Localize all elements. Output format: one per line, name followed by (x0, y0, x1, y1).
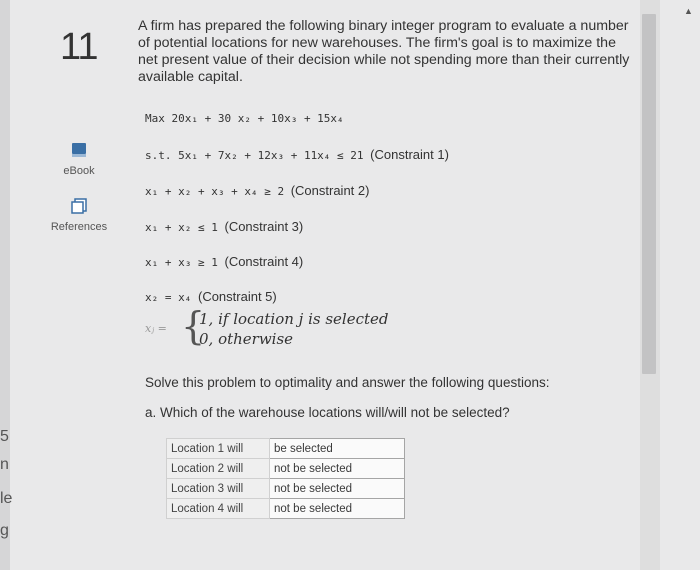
constraint-3-label: (Constraint 3) (224, 219, 304, 234)
variable-label: xⱼ = (145, 322, 167, 335)
constraint-1-expr: s.t. 5x₁ + 7x₂ + 12x₃ + 11x₄ ≤ 21 (145, 149, 364, 162)
brace-icon: { (181, 304, 206, 348)
question-number: 11 (60, 26, 98, 68)
ebook-label: eBook (63, 165, 95, 177)
constraint-4-expr: x₁ + x₃ ≥ 1 (145, 256, 218, 269)
case-otherwise: 0, otherwise (199, 330, 294, 348)
ebook-button[interactable] (44, 142, 114, 177)
edge-text-3: le (0, 490, 13, 507)
constraint-1 (145, 147, 449, 162)
location-label: Location 4 will (167, 499, 270, 519)
table-row (167, 479, 405, 499)
answer-select[interactable]: not be selected (270, 479, 405, 499)
solve-instruction: Solve this problem to optimality and answer the following questions: (145, 375, 550, 390)
book-icon (70, 142, 88, 158)
constraint-4 (145, 254, 303, 269)
scrollbar-thumb[interactable] (642, 14, 656, 374)
edge-text-2: n (0, 456, 9, 473)
scroll-up-arrow-icon[interactable]: ▲ (684, 6, 693, 16)
constraint-2-expr: x₁ + x₂ + x₃ + x₄ ≥ 2 (145, 185, 285, 198)
part-a-question: a. Which of the warehouse locations will/will not be selected? (145, 405, 510, 420)
constraint-5-expr: x₂ = x₄ (145, 291, 192, 304)
constraint-2 (145, 183, 369, 198)
constraint-5 (145, 289, 277, 304)
constraint-1-label: (Constraint 1) (370, 147, 449, 162)
objective-function: Max 20x₁ + 30 x₂ + 10x₃ + 15x₄ (145, 112, 344, 125)
table-row (167, 439, 405, 459)
answer-select[interactable]: not be selected (270, 459, 405, 479)
references-button[interactable] (44, 198, 114, 233)
table-row (167, 499, 405, 519)
location-label: Location 3 will (167, 479, 270, 499)
problem-intro: A firm has prepared the following binary integer program to evaluate a number of potential locations for new warehouses. The firm's goal is to maximize the net present value of their decision while not spending more than their currently available capital. (138, 18, 630, 85)
case-selected: 1, if location j is selected (199, 310, 389, 328)
constraint-2-label: (Constraint 2) (290, 183, 370, 198)
constraint-4-label: (Constraint 4) (224, 254, 304, 269)
edge-text-1: 5 (0, 428, 9, 445)
location-label: Location 1 will (167, 439, 270, 459)
constraint-3 (145, 219, 303, 234)
answer-select[interactable]: be selected (270, 439, 405, 459)
constraint-3-expr: x₁ + x₂ ≤ 1 (145, 221, 218, 234)
edge-text-4: g (0, 522, 9, 539)
table-row (167, 459, 405, 479)
documents-icon (70, 198, 88, 214)
references-label: References (50, 221, 108, 233)
answer-select[interactable]: not be selected (270, 499, 405, 519)
left-panel-edge (0, 0, 13, 570)
answer-table (166, 438, 405, 519)
location-label: Location 2 will (167, 459, 270, 479)
constraint-5-label: (Constraint 5) (197, 289, 277, 304)
